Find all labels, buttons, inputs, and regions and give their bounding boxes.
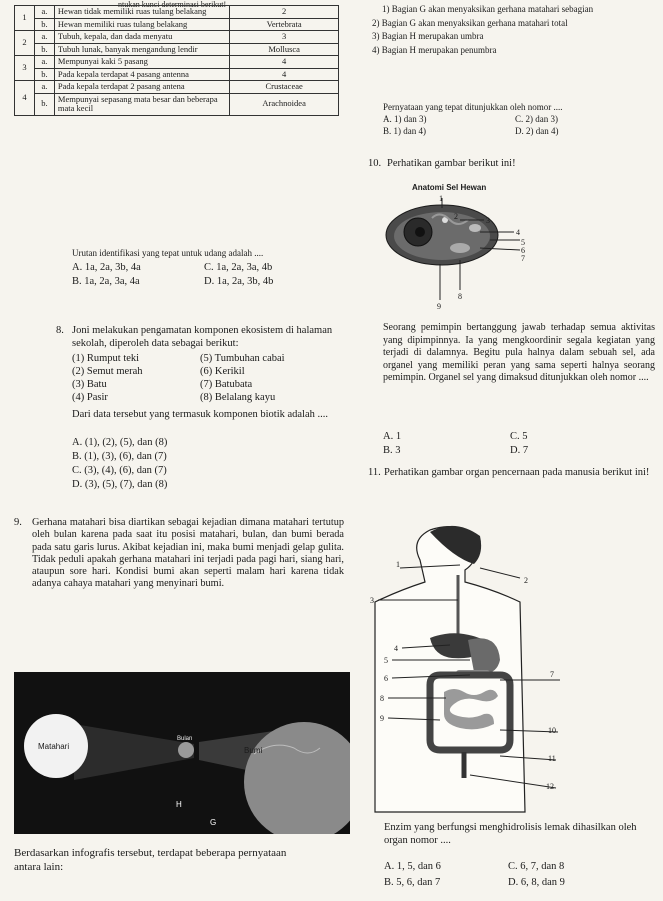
key-sub: a. [34,56,54,69]
q8-intro: Joni melakukan pengamatan komponen ekosistem di halaman sekolah, diperoleh data sebagai berikut: [72,325,333,349]
organ-label-7: 7 [550,670,554,679]
q10-option-d[interactable]: D. 7 [510,445,529,456]
cell-label-6: 6 [521,246,525,255]
key-number: 3 [15,56,35,81]
key-go: Mollusca [230,43,339,56]
animal-cell-figure [380,180,540,315]
cell-label-4: 4 [516,228,520,237]
statement-4: 4) Bagian H merupakan penumbra [372,44,497,55]
shadow-cone [74,724,194,780]
header-fragment: ntukan kunci determinasi berikut! [118,0,227,9]
q8-option-b[interactable]: B. (1), (3), (6), dan (7) [72,451,167,462]
organ-label-12: 12 [546,782,554,791]
eclipse-option-b[interactable]: B. 1) dan 4) [383,126,426,136]
moon-disc [178,742,194,758]
key-go: 4 [230,56,339,69]
q8-item-1: (1) Rumput teki [72,353,140,364]
q8-option-c[interactable]: C. (3), (4), (6), dan (7) [72,465,167,476]
q11-option-b[interactable]: B. 5, 6, dan 7 [384,877,441,888]
pointer-line [480,568,520,578]
q10-paragraph: Seorang pemimpin bertanggung jawab terhadap semua aktivitas yang dipimpinnya. Ia yang mengkoordinir segala kegiatan yang terjadi di dalamnya. Begitu pula halnya dalam sebuah sel, ada organel yang memiliki peran yang sama seperti halnya seorang pemimpin. Organel sel yang dimaksud ditunjukkan oleh nomor .... [383,322,655,383]
key-go: 3 [230,31,339,44]
q11-option-a[interactable]: A. 1, 5, dan 6 [384,861,441,872]
table-row [15,6,339,19]
label-g: G [210,818,217,827]
label-h: H [176,800,182,809]
key-go: 2 [230,6,339,19]
cell-label-7: 7 [521,254,525,263]
organ-label-11: 11 [548,754,556,763]
statement-1: 1) Bagian G akan menyaksikan gerhana matahari sebagian [382,4,594,14]
mitochondrion [450,243,470,253]
q8-option-a[interactable]: A. (1), (2), (5), dan (8) [72,437,168,448]
eclipse-statements [372,4,657,55]
q11-option-d[interactable]: D. 6, 8, dan 9 [508,877,565,888]
key-sub: b. [34,43,54,56]
q11-question: Perhatikan gambar organ pencernaan pada manusia berikut ini! [384,467,650,478]
q10-option-b[interactable]: B. 3 [383,445,401,456]
q8-option-d[interactable]: D. (3), (5), (7), dan (8) [72,479,168,490]
q7-question: Urutan identifikasi yang tepat untuk udang adalah .... [72,248,264,258]
key-text: Tubuh lunak, banyak mengandung lendir [54,43,229,56]
organ-label-6: 6 [384,674,388,683]
key-text: Tubuh, kepala, dan dada menyatu [54,31,229,44]
cell-label-2: 2 [454,212,458,221]
q7-option-d[interactable]: D. 1a, 2a, 3b, 4b [204,276,274,287]
q8-item-2: (2) Semut merah [72,366,143,377]
key-go: Vertebrata [230,18,339,31]
q8-item-6: (6) Kerikil [200,366,245,377]
label-moon: Bulan [177,736,193,742]
eclipse-option-c[interactable]: C. 2) dan 3) [515,114,558,124]
digestive-svg [360,520,560,820]
determination-key-table [14,5,339,116]
q10-question: Perhatikan gambar berikut ini! [387,158,516,169]
q8-number: 8. [56,325,64,336]
key-sub: a. [34,31,54,44]
key-go: Crustaceae [230,81,339,94]
key-sub: b. [34,68,54,81]
q7-option-a[interactable]: A. 1a, 2a, 3b, 4a [72,262,141,273]
q7-option-b[interactable]: B. 1a, 2a, 3a, 4a [72,276,140,287]
digestive-system-figure [360,520,560,820]
key-sub: a. [34,81,54,94]
q10-number: 10. [368,158,382,169]
cell-label-3: 3 [486,216,490,225]
table-row [15,68,339,81]
label-sun: Matahari [38,742,70,751]
key-sub: b. [34,18,54,31]
organ-label-8: 8 [380,694,384,703]
organ-label-2: 2 [524,576,528,585]
q10-option-c[interactable]: C. 5 [510,431,528,442]
q8-item-4: (4) Pasir [72,392,108,403]
key-text: Hewan tidak memiliki ruas tulang belakang [54,6,229,19]
key-number: 4 [15,81,35,116]
key-sub: a. [34,6,54,19]
q10-option-a[interactable]: A. 1 [383,431,402,442]
table-row [15,56,339,69]
key-text: Mempunyai kaki 5 pasang [54,56,229,69]
eclipse-option-d[interactable]: D. 2) dan 4) [515,126,559,136]
q8-item-5: (5) Tumbuhan cabai [200,353,285,364]
table-row [15,43,339,56]
q11-number: 11. [368,467,381,478]
q8-item-8: (8) Belalang kayu [200,392,276,403]
body-outline [375,527,525,812]
cell-label-1: 1 [439,194,443,203]
organ-label-4: 4 [394,644,398,653]
key-text: Mempunyai sepasang mata besar dan beberapa mata kecil [54,93,229,115]
organ-label-5: 5 [384,656,388,665]
q8-question: Dari data tersebut yang termasuk komponen biotik adalah .... [72,409,329,420]
table-row [15,93,339,115]
key-go: 4 [230,68,339,81]
q9-after: Berdasarkan infografis tersebut, terdapat beberapa pernyataan antara lain: [14,847,287,873]
nucleolus [415,227,425,237]
q8-item-3: (3) Batu [72,379,107,390]
organ-label-1: 1 [396,560,400,569]
statement-2: 2) Bagian G akan menyaksikan gerhana matahari total [372,17,568,28]
key-number: 2 [15,31,35,56]
vacuole [469,224,481,232]
statement-3: 3) Bagian H merupakan umbra [372,31,484,41]
key-text: Hewan memiliki ruas tulang belakang [54,18,229,31]
q9-number: 9. [14,517,22,528]
q9-paragraph: Gerhana matahari bisa diartikan sebagai kejadian dimana matahari tertutup oleh bulan karena pada saat itu posisi matahari, bulan, dan bumi berada pada satu garis lurus. Akibat kejadian ini, maka bumi menjadi gelap gulita. Tidak peduli apakah gerhana matahari ini terjadi pada pagi hari, siang hari, ataupun sore hari. Kondisi bumi akan seperti malam hari karena tidak adanya cahaya matahari yang menyinari bumi. [32,517,344,590]
q8-item-7: (7) Batubata [200,379,253,390]
cell-label-9: 9 [437,302,441,311]
organ-label-9: 9 [380,714,384,723]
q11-stem: Enzim yang berfungsi menghidrolisis lemak dihasilkan oleh organ nomor .... [384,822,637,846]
solar-eclipse-figure [14,672,350,834]
eclipse-svg [14,672,350,834]
cell-label-5: 5 [521,238,525,247]
key-number: 1 [15,6,35,31]
key-go: Arachnoidea [230,93,339,115]
key-text: Pada kepala terdapat 2 pasang antena [54,81,229,94]
key-sub: b. [34,93,54,115]
figure-title: Anatomi Sel Hewan [412,183,487,192]
organ-label-10: 10 [548,726,556,735]
table-row [15,18,339,31]
table-row [15,81,339,94]
q11-option-c[interactable]: C. 6, 7, dan 8 [508,861,565,872]
label-earth: Bumi [244,746,263,755]
cell-label-8: 8 [458,292,462,301]
table-row [15,31,339,44]
eclipse-question: Pernyataan yang tepat ditunjukkan oleh nomor .... [383,102,563,112]
key-text: Pada kepala terdapat 4 pasang antenna [54,68,229,81]
organ-label-3: 3 [370,596,374,605]
eclipse-option-a[interactable]: A. 1) dan 3) [383,114,427,124]
q7-option-c[interactable]: C. 1a, 2a, 3a, 4b [204,262,273,273]
